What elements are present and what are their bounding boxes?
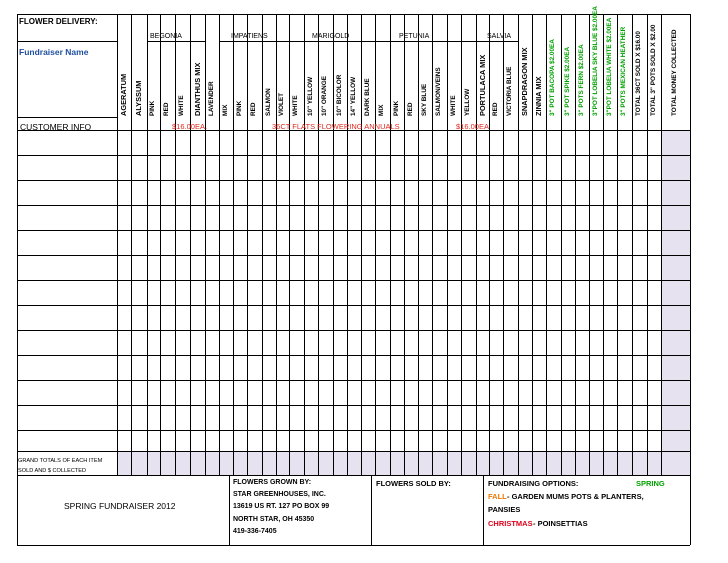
column-label: RED xyxy=(491,102,499,116)
fall-option-text: - GARDEN MUMS POTS & PLANTERS, xyxy=(507,492,644,501)
grid-vline xyxy=(205,14,206,475)
price-label-right: $16.00EA xyxy=(456,122,489,131)
grid-vline xyxy=(404,14,405,475)
column-label: SALMON xyxy=(264,88,272,116)
christmas-option-label: CHRISTMAS xyxy=(488,519,533,528)
grid-vline xyxy=(483,475,484,545)
pansies-label: PANSIES xyxy=(488,505,521,514)
grid-vline xyxy=(647,14,648,475)
spring-option: SPRING xyxy=(636,479,665,488)
column-label: PORTULACA MIX xyxy=(477,54,487,116)
grid-vline xyxy=(418,14,419,475)
grown-by-line: NORTH STAR, OH 45350 xyxy=(233,516,315,523)
price-label-left: $16.00EA. xyxy=(172,122,208,131)
column-label: TOTAL MONEY COLLECTED xyxy=(671,29,679,116)
column-label: 10" ORANGE xyxy=(321,76,329,116)
column-label: 3"POT LOBELIA SKY BLUE $2.00EA xyxy=(591,6,599,116)
grown-by-line: FLOWERS GROWN BY: xyxy=(233,479,312,486)
column-label: PINK xyxy=(149,100,157,116)
grid-vline xyxy=(532,14,533,475)
column-label: 3" POTS FERN $2.00EA xyxy=(577,44,585,116)
grid-vline xyxy=(347,14,348,475)
total-money-column-shade xyxy=(662,130,690,475)
grid-vline xyxy=(333,14,334,475)
column-label: SNAPDRAGON MIX xyxy=(520,47,530,116)
column-label: TOTAL 36CT SOLD X $16.00 xyxy=(635,31,643,116)
grid-vline xyxy=(233,14,234,475)
column-label: PINK xyxy=(235,100,243,116)
fundraiser-name-label: Fundraiser Name xyxy=(19,47,89,57)
grid-vline xyxy=(603,14,604,475)
grid-vline xyxy=(190,14,191,475)
grid-vline xyxy=(147,14,148,475)
grid-vline xyxy=(160,14,161,475)
column-label: PINK xyxy=(392,100,400,116)
grid-vline xyxy=(476,14,477,475)
grid-hline xyxy=(17,545,690,546)
grid-hline xyxy=(17,117,117,118)
grid-vline xyxy=(131,14,132,475)
sold-by-label: FLOWERS SOLD BY: xyxy=(376,479,451,488)
grid-vline xyxy=(617,14,618,475)
grid-hline xyxy=(147,41,205,42)
grid-vline xyxy=(589,14,590,475)
grid-vline xyxy=(447,14,448,475)
column-label: 3"POT LOBELIA WHITE $2.00EA xyxy=(605,17,613,116)
price-label-middle: 36CT FLATS FLOWERING ANNUALS xyxy=(272,122,400,131)
grid-vline xyxy=(461,14,462,475)
column-label: 3" POTS MEXICAN HEATHER xyxy=(620,26,628,116)
grand-totals-line2: SOLD AND $ COLLECTED xyxy=(18,468,87,474)
group-petunia: PETUNIA xyxy=(399,33,430,40)
group-begonia: BEGONIA xyxy=(150,33,182,40)
grid-vline xyxy=(318,14,319,475)
column-label: VIOLET xyxy=(278,92,286,116)
customer-info-label: CUSTOMER INFO xyxy=(20,122,92,132)
grid-vline xyxy=(546,14,547,475)
column-label: MIX xyxy=(221,104,229,116)
column-label: 10" BICOLOR xyxy=(335,74,343,116)
column-label: WHITE xyxy=(292,95,300,116)
group-salvia: SALVIA xyxy=(487,33,511,40)
grid-vline xyxy=(289,14,290,475)
grand-totals-line1: GRAND TOTALS OF EACH ITEM xyxy=(18,458,103,464)
grid-vline xyxy=(262,14,263,475)
grid-hline xyxy=(17,41,117,42)
column-label: ALYSSUM xyxy=(134,80,144,116)
grid-vline xyxy=(632,14,633,475)
fundraiser-title: SPRING FUNDRAISER 2012 xyxy=(64,501,176,511)
column-label: RED xyxy=(406,102,414,116)
grid-vline xyxy=(229,475,230,545)
grid-vline xyxy=(276,14,277,475)
column-label: RED xyxy=(250,102,258,116)
grid-vline xyxy=(489,14,490,475)
column-label: DARK BLUE xyxy=(363,78,371,116)
column-label: 3" POT SPIKE $2.00EA xyxy=(563,46,571,116)
column-label: AGERATUM xyxy=(119,73,129,116)
column-label: LAVENDER xyxy=(207,81,215,116)
grid-hline xyxy=(476,41,518,42)
grid-vline xyxy=(361,14,362,475)
grid-vline xyxy=(661,14,662,475)
group-marigold: MARIGOLD xyxy=(312,33,350,40)
flower-delivery-label: FLOWER DELIVERY: xyxy=(19,17,98,26)
column-label: 10" YELLOW xyxy=(306,76,314,116)
grid-vline xyxy=(117,14,118,475)
grid-vline xyxy=(219,14,220,475)
column-label: 3" POT BACOPA $2.00EA xyxy=(549,39,557,116)
fall-option-label: FALL xyxy=(488,492,507,501)
column-label: WHITE xyxy=(449,95,457,116)
christmas-option-text: - POINSETTIAS xyxy=(533,519,588,528)
grid-vline xyxy=(575,14,576,475)
grid-vline xyxy=(175,14,176,475)
column-label: DIANTHUS MIX xyxy=(192,62,202,116)
column-label: SALMON/VEINS xyxy=(435,67,443,116)
grown-by-line: STAR GREENHOUSES, INC. xyxy=(233,491,326,498)
grid-vline xyxy=(247,14,248,475)
column-label: ZINNIA MIX xyxy=(534,76,544,116)
column-label: MIX xyxy=(378,104,386,116)
grid-vline xyxy=(690,14,691,545)
grid-hline xyxy=(17,475,690,476)
column-label: VICTORIA BLUE xyxy=(506,66,514,116)
column-label: SKY BLUE xyxy=(420,83,428,116)
grid-vline xyxy=(371,475,372,545)
grid-vline xyxy=(561,14,562,475)
column-label: RED xyxy=(163,102,171,116)
column-label: 14" YELLOW xyxy=(349,76,357,116)
fundraising-options-title: FUNDRAISING OPTIONS: xyxy=(488,479,579,488)
grid-vline xyxy=(304,14,305,475)
group-impatiens: IMPATIENS xyxy=(231,33,268,40)
column-label: TOTAL 3" POTS SOLD X $2.00 xyxy=(649,24,657,116)
grid-vline xyxy=(432,14,433,475)
grown-by-line: 13619 US RT. 127 PO BOX 99 xyxy=(233,503,330,510)
grid-vline xyxy=(503,14,504,475)
column-label: WHITE xyxy=(178,95,186,116)
column-label: YELLOW xyxy=(464,88,472,116)
grid-vline xyxy=(518,14,519,475)
grid-vline xyxy=(375,14,376,475)
grown-by-line: 419-336-7405 xyxy=(233,528,277,535)
grid-vline xyxy=(390,14,391,475)
